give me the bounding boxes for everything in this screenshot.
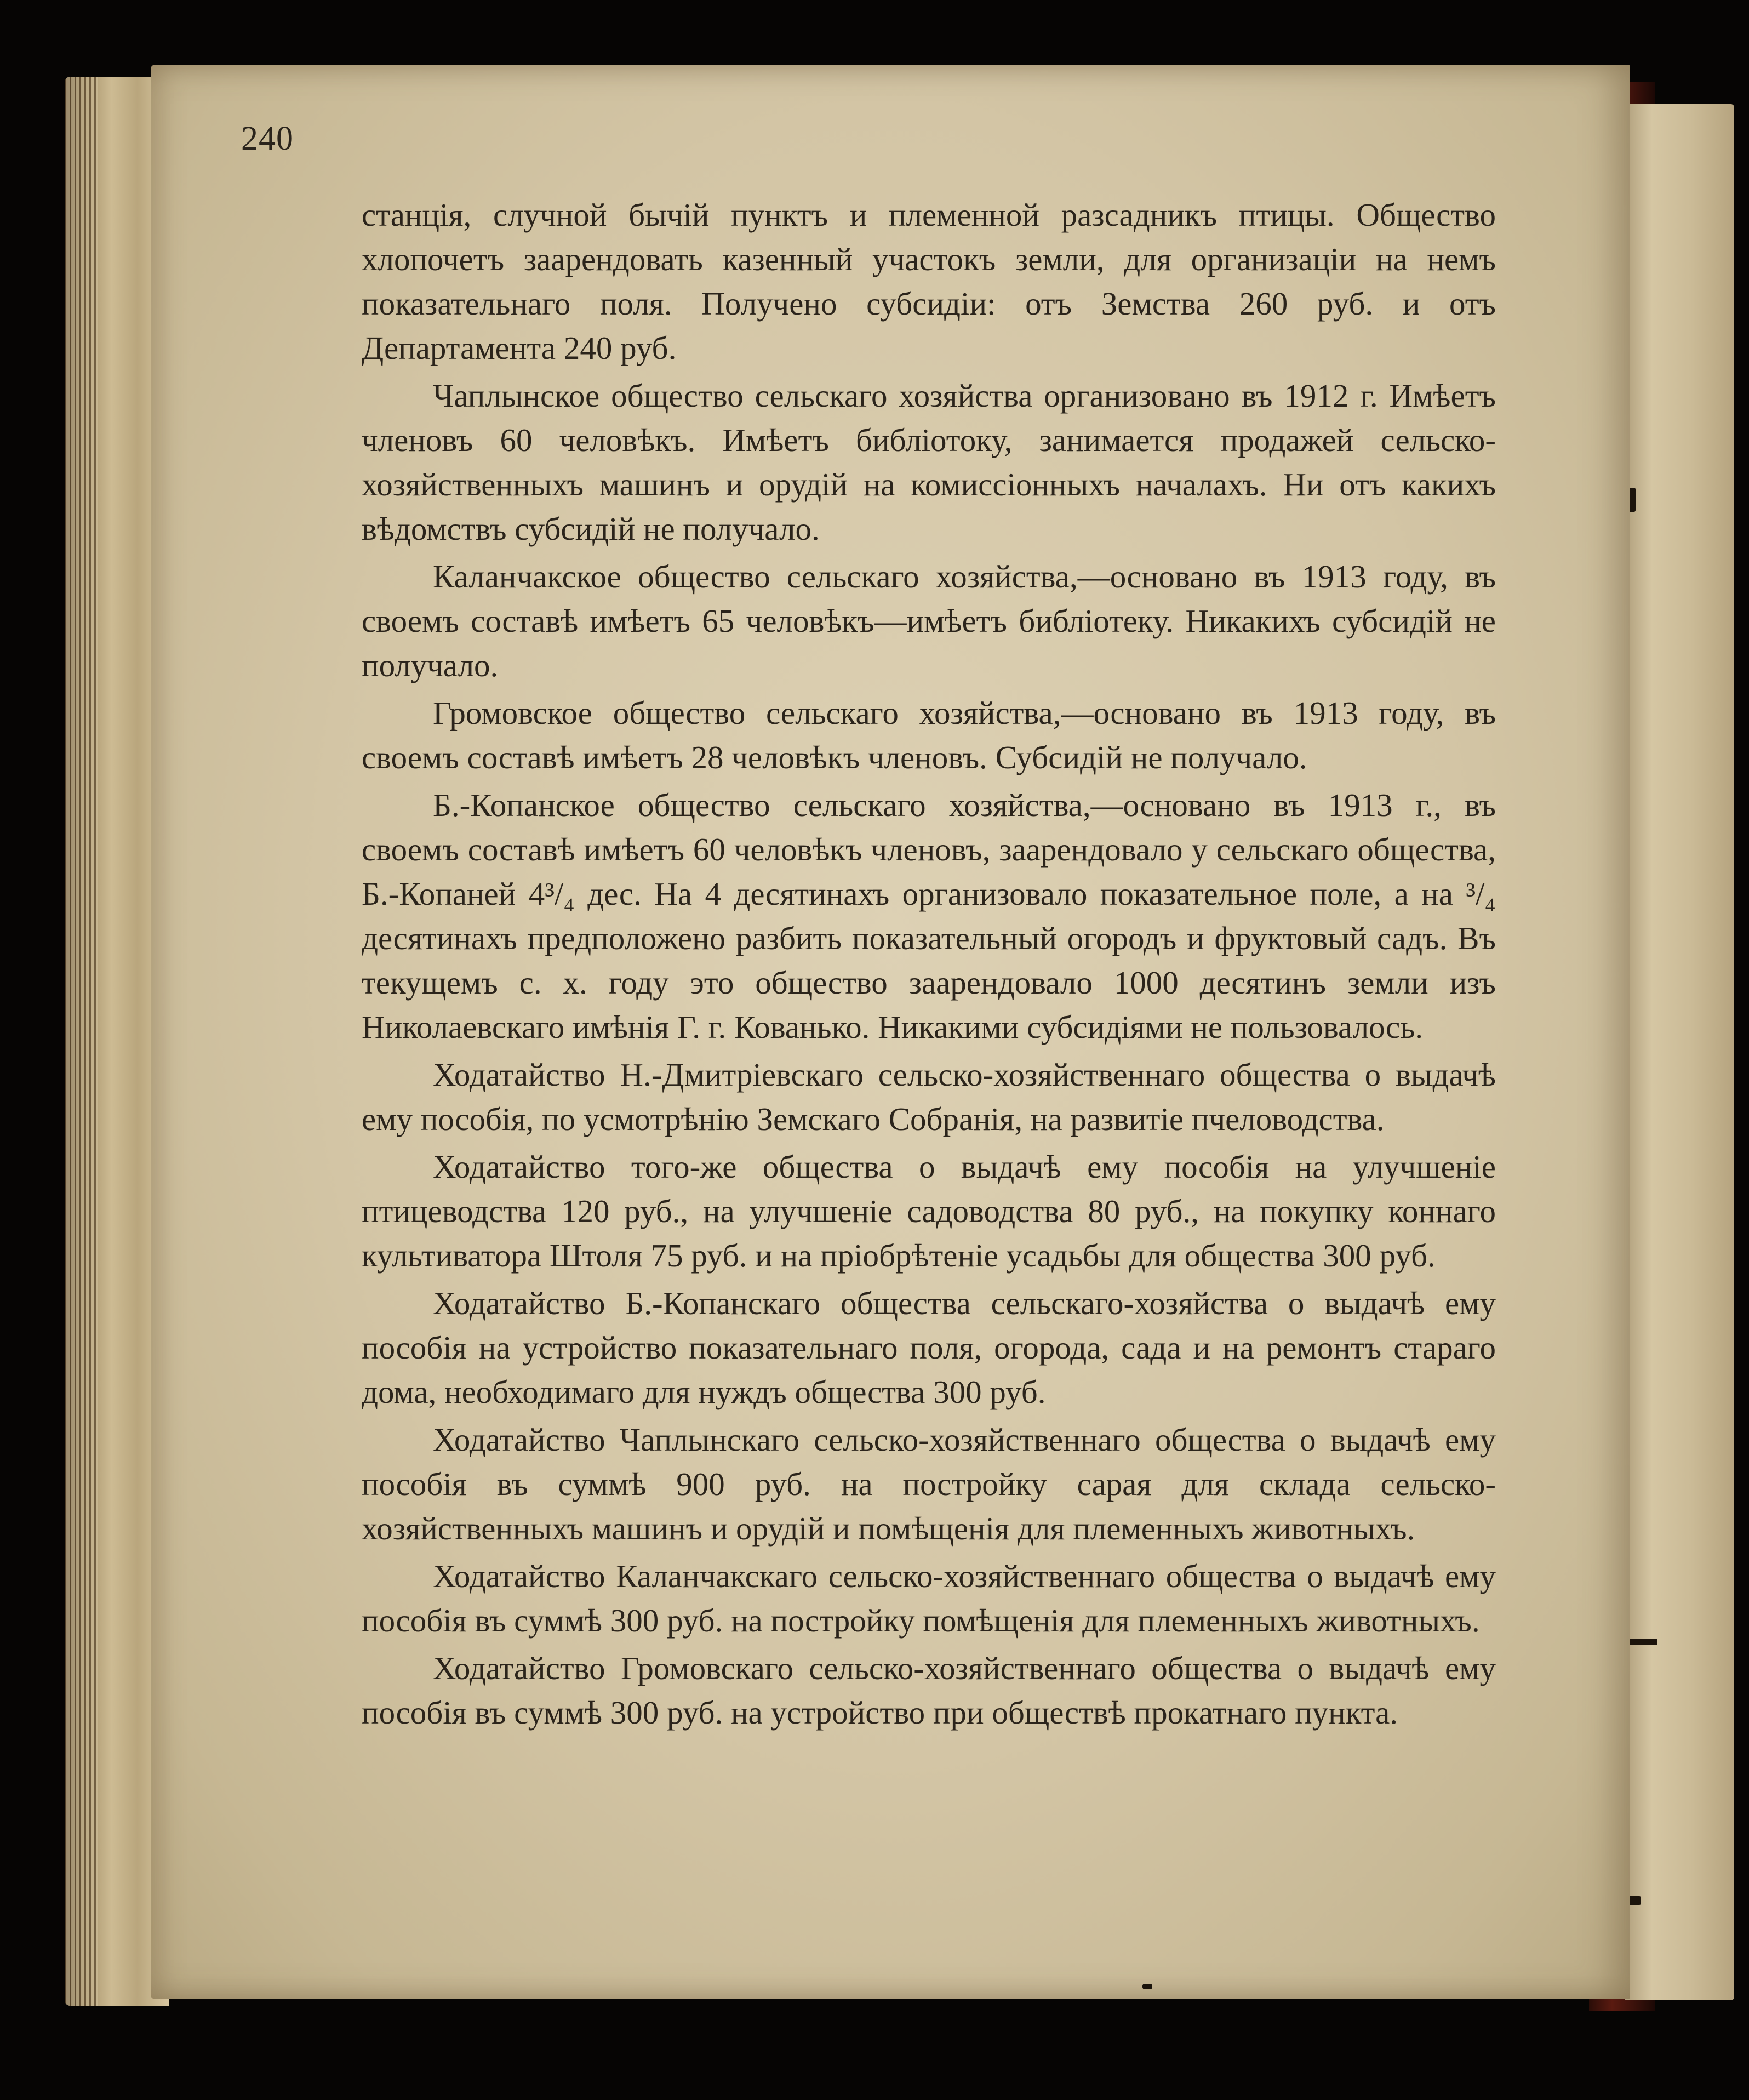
ink-speck	[1142, 1984, 1152, 1989]
paragraph: Ходатайство Громовскаго сельско-хозяйственнаго общества о выдачѣ ему пособія въ суммѣ 300 руб. на устройство при обществѣ прокатнаго пункта.	[362, 1650, 1496, 1731]
paragraph: Ходатайство Чаплынскаго сельско-хозяйственнаго общества о выдачѣ ему пособія въ суммѣ 900 руб. на постройку сарая для склада сельско-хозяйственныхъ машинъ и орудій и помѣщенія для племенныхъ животныхъ.	[362, 1422, 1496, 1547]
paragraph: Ходатайство Каланчакскаго сельско-хозяйственнаго общества о выдачѣ ему пособія въ суммѣ 300 руб. на постройку помѣщенія для племенныхъ животныхъ.	[362, 1558, 1496, 1639]
paragraph: Ходатайство того-же общества о выдачѣ ему пособія на улучшеніе птицеводства 120 руб., на улучшеніе садоводства 80 руб., на покупку коннаго культиватора Штоля 75 руб. и на пріобрѣтеніе усадьбы для общества 300 руб.	[362, 1149, 1496, 1274]
facing-page-edge	[1625, 104, 1734, 2000]
paragraph: Ходатайство Н.-Дмитріевскаго сельско-хозяйственнаго общества о выдачѣ ему пособія, по усмотрѣнію Земскаго Собранія, на развитіе пчеловодства.	[362, 1057, 1496, 1137]
page-body	[362, 193, 1496, 1738]
paragraph: станція, случной бычій пунктъ и племенной разсадникъ птицы. Общество хлопочетъ заарендовать казенный участокъ земли, для организаціи на немъ показательнаго поля. Получено субсидіи: отъ Земства 260 руб. и отъ Департамента 240 руб.	[362, 197, 1496, 366]
paragraph: Ходатайство Б.-Копанскаго общества сельскаго-хозяйства о выдачѣ ему пособія на устройство показательнаго поля, огорода, сада и на ремонтъ стараго дома, необходимаго для нуждъ общества 300 руб.	[362, 1285, 1496, 1410]
paragraph: Б.-Копанское общество сельскаго хозяйства,—основано въ 1913 г., въ своемъ составѣ имѣетъ 60 человѣкъ членовъ, заарендовало у сельскаго общества, Б.-Копаней 4³/₄ дес. На 4 десятинахъ организовало показательное поле, а на ³/₄ десятинахъ предположено разбить показательный огородъ и фруктовый садъ. Въ текущемъ с. х. году это общество заарендовало 1000 десятинъ земли изъ Николаевскаго имѣнія Г. г. Кованько. Никакими субсидіями не пользовалось.	[362, 787, 1496, 1045]
page-number: 240	[241, 120, 294, 157]
paragraph: Чаплынское общество сельскаго хозяйства организовано въ 1912 г. Имѣетъ членовъ 60 человѣкъ. Имѣетъ библіотоку, занимается продажей сельско-хозяйственныхъ машинъ и орудій на комиссіонныхъ началахъ. Ни отъ какихъ вѣдомствъ субсидій не получало.	[362, 378, 1496, 547]
paragraph: Громовское общество сельскаго хозяйства,—основано въ 1913 году, въ своемъ составѣ имѣетъ 28 человѣкъ членовъ. Субсидій не получало.	[362, 695, 1496, 775]
paragraph: Каланчакское общество сельскаго хозяйства,—основано въ 1913 году, въ своемъ составѣ имѣетъ 65 человѣкъ—имѣетъ библіотеку. Никакихъ субсидій не получало.	[362, 558, 1496, 683]
